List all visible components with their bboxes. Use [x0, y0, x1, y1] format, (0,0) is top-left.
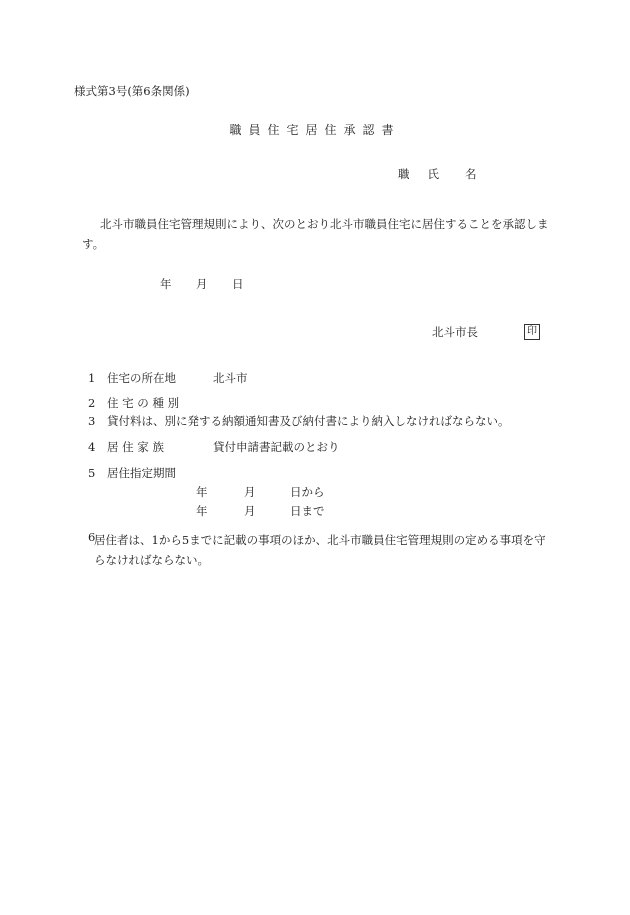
period-to-year: 年 — [196, 504, 208, 518]
date-month-label: 月 — [196, 277, 208, 291]
period-to-day: 日まで — [290, 504, 325, 518]
recipient-name-label-2: 名 — [465, 167, 477, 181]
recipient-position-label: 職 — [398, 167, 410, 181]
item-2-label: 住 宅 の 種 別 — [107, 396, 180, 410]
seal-mark: 印 — [524, 324, 540, 340]
recipient-block — [398, 169, 477, 181]
item-4-label: 居 住 家 族 — [107, 440, 164, 454]
date-year-label: 年 — [160, 277, 172, 291]
item-4-value: 貸付申請書記載のとおり — [213, 440, 340, 454]
period-from-month: 月 — [244, 485, 256, 499]
recipient-name-label-1: 氏 — [427, 167, 439, 181]
form-number-label: 様式第3号(第6条関係) — [74, 84, 190, 98]
period-from-year: 年 — [196, 485, 208, 499]
item-6-number: 6 — [88, 530, 96, 544]
item-2-number: 2 — [88, 396, 96, 410]
approval-statement: 北斗市職員住宅管理規則により、次のとおり北斗市職員住宅に居住することを承認します。 — [82, 217, 549, 251]
item-1-number: 1 — [88, 371, 96, 385]
item-1-label: 住宅の所在地 — [107, 371, 176, 385]
item-5-number: 5 — [88, 466, 96, 480]
signer-name: 北斗市長 — [432, 325, 478, 339]
item-4-number: 4 — [88, 440, 96, 454]
date-day-label: 日 — [232, 277, 244, 291]
item-5-label: 居住指定期間 — [107, 466, 176, 480]
document-title: 職員住宅居住承認書 — [229, 123, 401, 137]
item-3-label: 貸付料は、別に発する納額通知書及び納付書により納入しなければならない。 — [107, 414, 510, 428]
item-1-value: 北斗市 — [213, 371, 248, 385]
period-from-day: 日から — [290, 485, 325, 499]
period-to-month: 月 — [244, 504, 256, 518]
item-6-text: 居住者は、1から5までに記載の事項のほか、北斗市職員住宅管理規則の定める事項を守らなければならない。 — [94, 533, 546, 567]
item-3-number: 3 — [88, 414, 96, 428]
